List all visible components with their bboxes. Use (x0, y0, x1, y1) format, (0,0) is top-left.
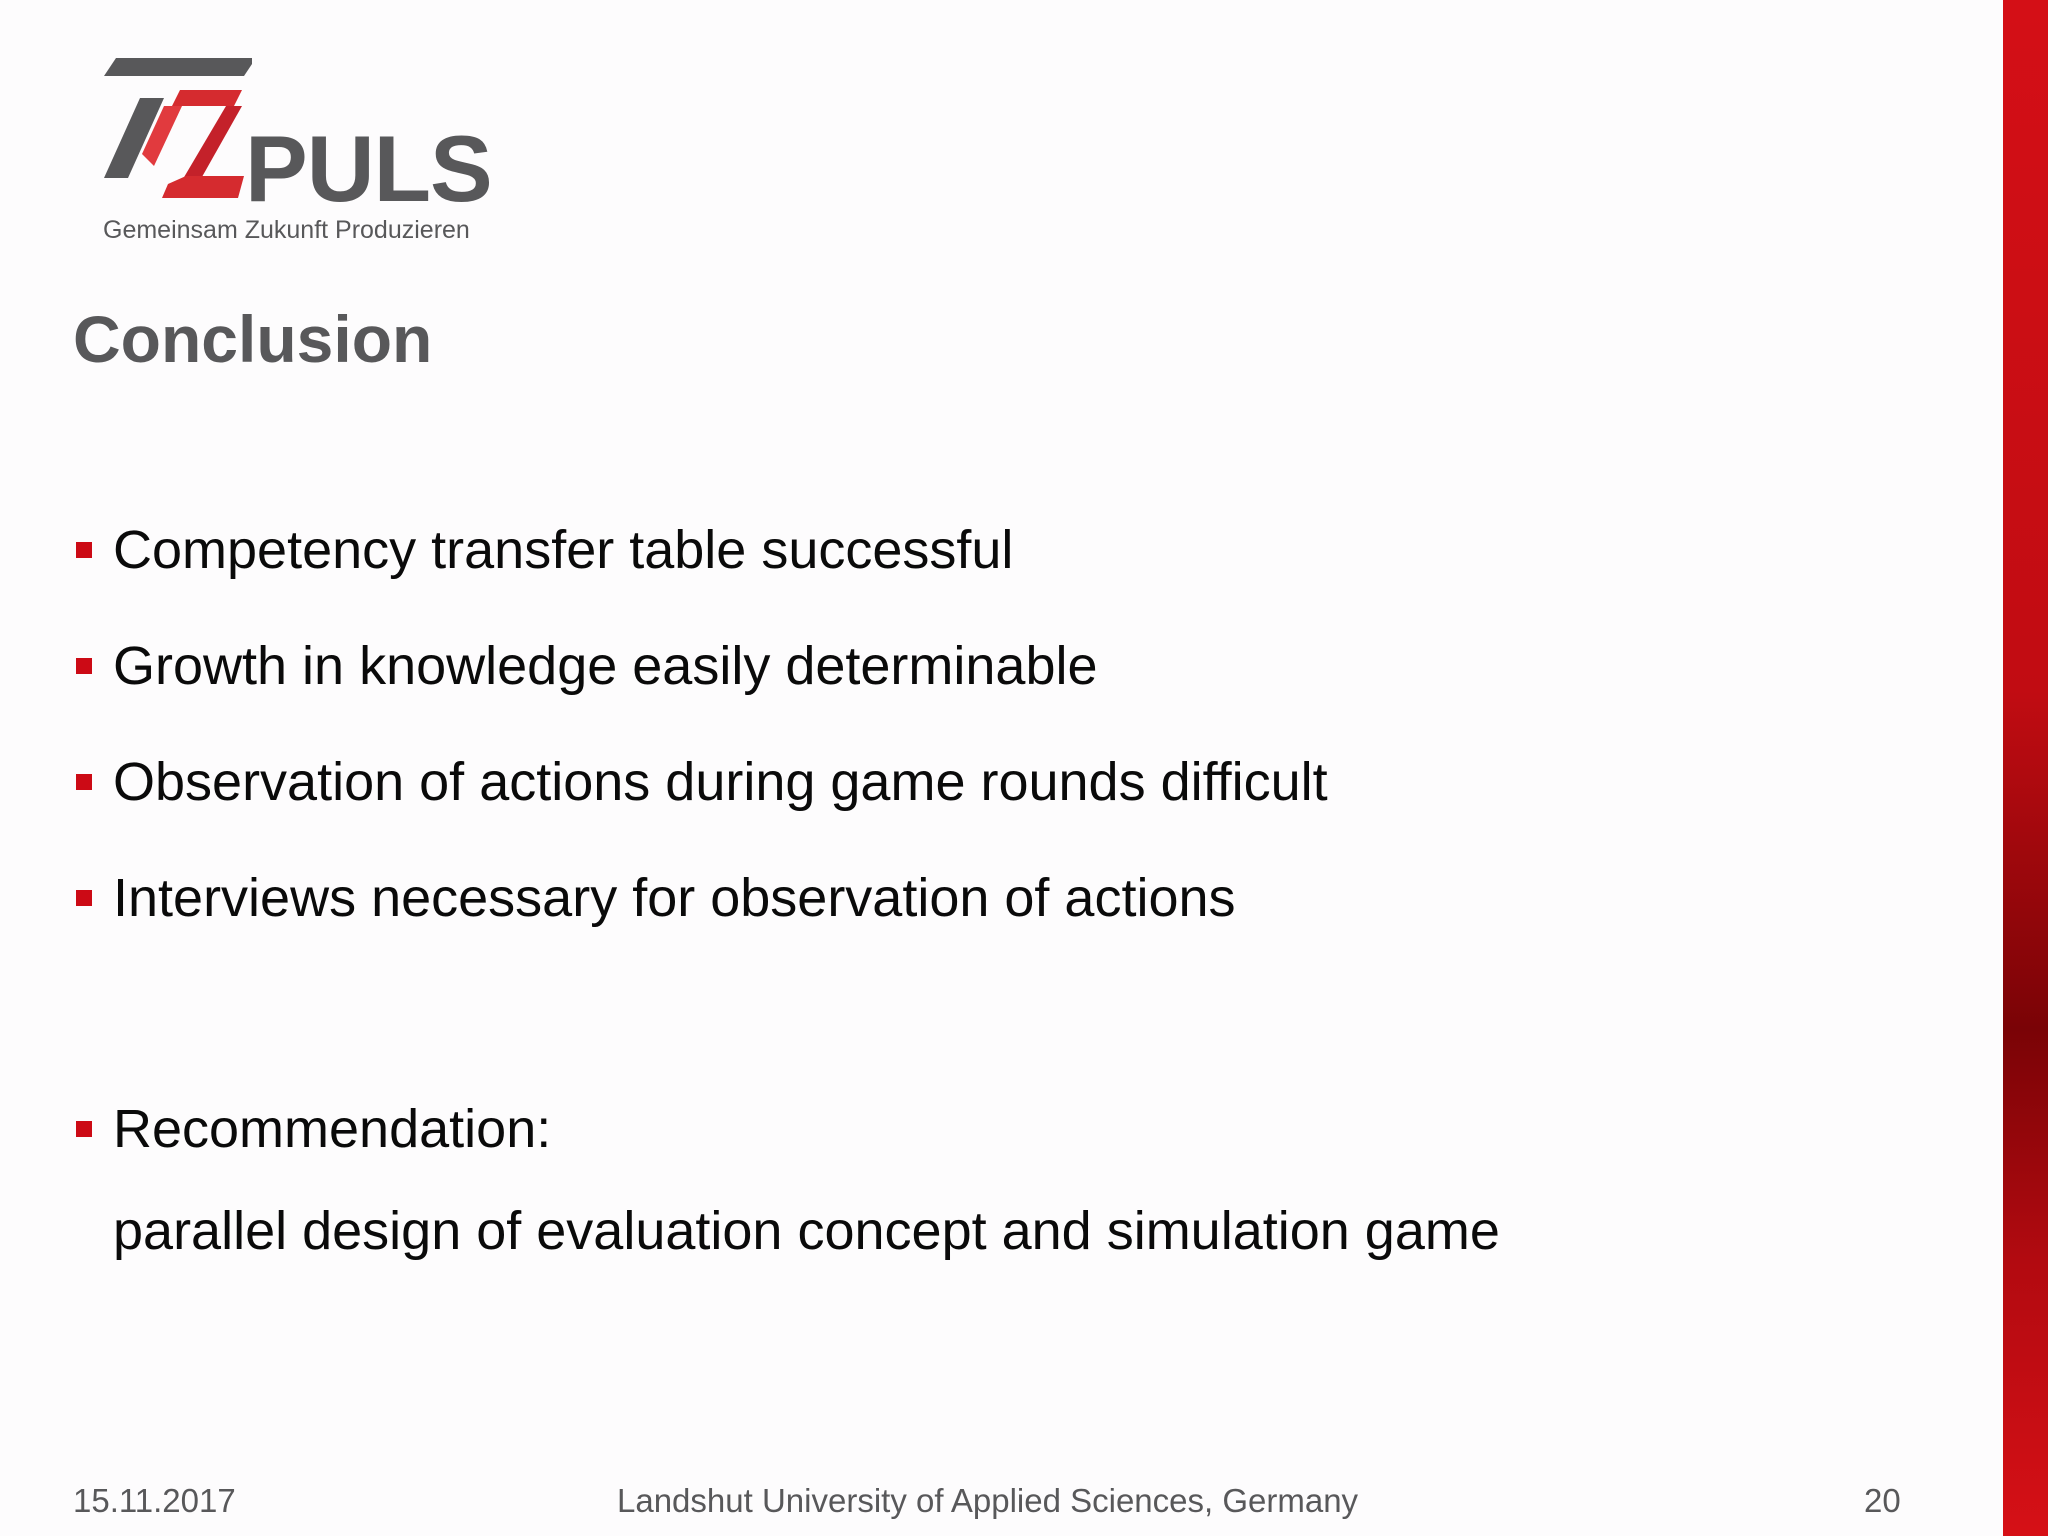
bullet-item (76, 626, 1098, 706)
bullet-text: Interviews necessary for observation of actions (113, 868, 1236, 928)
bullet-text: Competency transfer table successful (113, 520, 1014, 580)
page-number: 20 (1864, 1482, 1901, 1519)
logo-tagline: Gemeinsam Zukunft Produzieren (103, 216, 470, 244)
right-accent-bar (2003, 0, 2048, 1536)
bullet-square-icon (76, 658, 92, 674)
bullet-square-icon (76, 1121, 92, 1137)
recommendation-detail: parallel design of evaluation concept and simulation game (113, 1201, 1500, 1261)
bullet-item (76, 858, 1236, 938)
slide-title: Conclusion (73, 302, 433, 376)
bullet-text: Recommendation: (113, 1099, 552, 1159)
bullet-text: Growth in knowledge easily determinable (113, 636, 1098, 696)
bullet-text: Observation of actions during game rounds difficult (113, 752, 1328, 812)
footer-institution: Landshut University of Applied Sciences, Germany (617, 1482, 1359, 1519)
footer-date: 15.11.2017 (73, 1482, 236, 1519)
bullet-square-icon (76, 890, 92, 906)
bullet-square-icon (76, 774, 92, 790)
bullet-item (76, 1089, 551, 1169)
bullet-item (76, 742, 1328, 822)
bullet-item (76, 510, 1013, 590)
bullet-square-icon (76, 542, 92, 558)
logo-wordmark: PULS (245, 116, 492, 221)
